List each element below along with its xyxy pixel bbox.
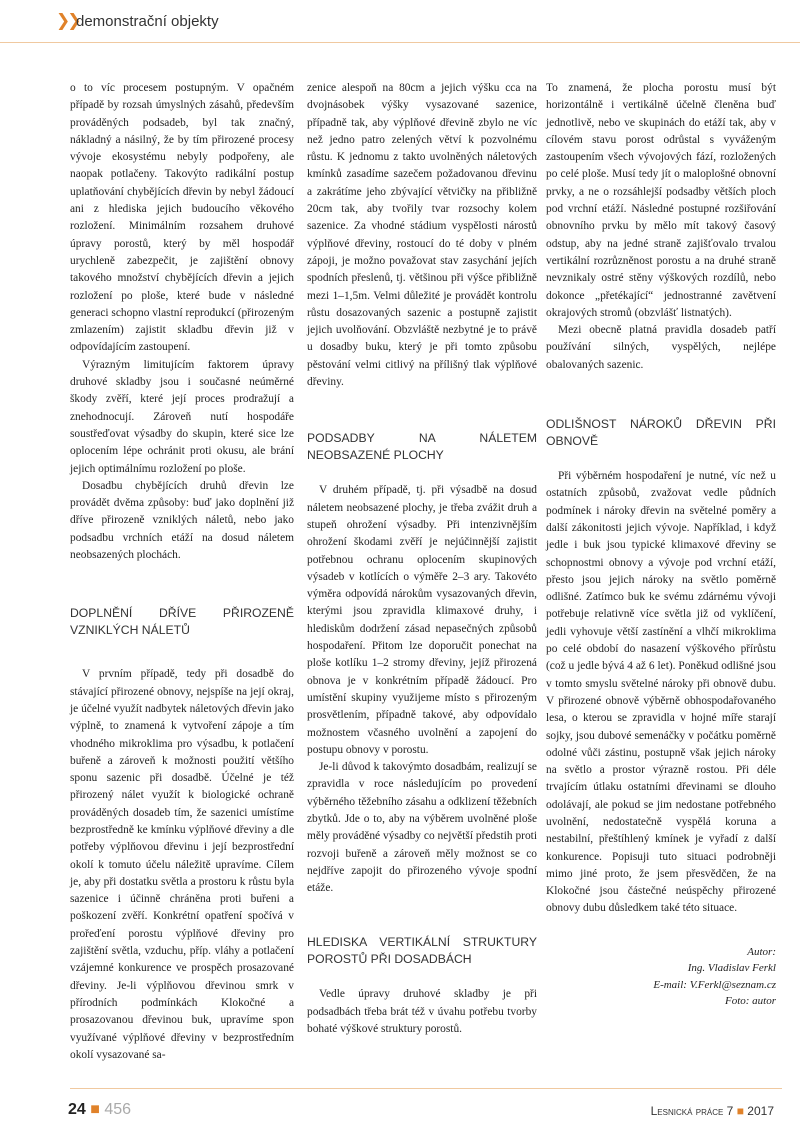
section-heading: HLEDISKA VERTIKÁLNÍ STRUKTURY POROSTŮ PŘI DOSADBÁCH bbox=[307, 935, 537, 967]
author-label: Autor: bbox=[747, 945, 776, 958]
journal-name: Lesnická práce bbox=[650, 1104, 724, 1118]
year: 2017 bbox=[747, 1104, 774, 1118]
paragraph: o to víc procesem postupným. V opačném případě by rozsah úmyslných zásahů, především prováděných podsadeb, byl tak značný, nákladný a násilný, že by tím přirozené procesy vývoje ekosystému nebyly podpořeny, ale naopak potlačeny. Takovýto radikální postup uplatňování chybějících dřevin by nebyl žádoucí ani z hlediska jejich budoucího věkového rozložení. Minimálním rozsahem druhové úpravy porostů, který by měl hospodář urychleně zabezpečit, je zajištění obnovy takového množství chybějících dřevin a jejich rozložení po ploše, které bude v následné generaci schopno vlastní reprodukcí (přirozeným zmlazením) zajistit skladbu dřevin již v odpovídajícím zastoupení. bbox=[70, 82, 294, 354]
section-heading: PODSADBY NA NÁLETEM NEOBSAZENÉ PLOCHY bbox=[307, 431, 537, 463]
paragraph: Při výběrném hospodaření je nutné, víc než u ostatních způsobů, zvažovat vedle půdních podmínek i nároky dřevin na světelné poměry a další zákonitosti jejich vývoje. Například, i když jedle i buk jsou typické klimaxové dřeviny se schopnostmi obnovy a vývoje pod vrchní etáží, přesto jsou jejich nároky na světlo poměrně odlišné. Zatímco buk ke svému zdárnému vývoji potřebuje relativně více světla již od vyklíčení, jedli vyhovuje větší zastínění a vlhčí mikroklima po celé období do nasazení výškového přírůstu (což u jedle bývá 4 až 6 let). Poněkud odlišné jsou v tomto smyslu světelné nároky při obnově dubu. V přirozené obnově výběrně obhospodařovaného lesa, o kterou se zpravidla v hojné míře starají sojky, jsou dubové semenáčky v počátku poměrně odolné vůči zástinu, postupně však jejich nároky na světlo a prostor výrazně rostou. Při déle trvajícím útlaku ostatními dřevinami se dlouho odolávají, ale pokud se jim nedostane potřebného uvolnění, nedostatečně vyspělá koruna a nestabilní, přeštíhlený kmínek je vyřadí z další konkurence. Popisuji tuto situaci podrobněji mimo jiné proto, že jsem přesvědčen, že na Klokočné jsou částečné neúspěchy přirozené obnovy dubu důsledkem také této situace. bbox=[546, 470, 776, 915]
page-number-value: 24 bbox=[68, 1101, 86, 1118]
page-header bbox=[0, 0, 800, 48]
author-name: Ing. Vladislav Ferkl bbox=[687, 962, 776, 975]
column-2 bbox=[307, 80, 537, 1038]
footer-divider bbox=[70, 1088, 782, 1089]
section-heading: DOPLNĚNÍ DŘÍVE PŘIROZENĚ VZNIKLÝCH NÁLETŮ bbox=[70, 606, 294, 638]
page-number bbox=[68, 1101, 131, 1119]
paragraph: Výrazným limitujícím faktorem úpravy druhové skladby jsou i současné neúměrné škody zvěří, které její proces prodražují a znehodnocují. Zároveň nutí hospodáře soustřeďovat výsadby do skupin, které sice lze oplocením lépe ochránit proti okusu, ale brání jejich optimálnímu rozložení po ploše. bbox=[70, 358, 294, 475]
paragraph: Vedle úpravy druhové skladby je při podsadbách třeba brát též v úvahu potřebu tvorby bohaté výškové struktury porostů. bbox=[307, 988, 537, 1036]
paragraph: Mezi obecně platná pravidla dosadeb patří používání silných, vyspělých, nejlépe obalovaných sazenic. bbox=[546, 324, 776, 371]
column-3 bbox=[546, 80, 776, 1010]
paragraph: zenice alespoň na 80cm a jejich výšku cca na dvojnásobek výšky vysazované sazenice, případně tak, aby výplňové dřevině zbylo ne víc než jedno patro zelených větví k pozvolnému růstu. K jednomu z takto uvolněných náletových kmínků zasadíme sazečem požadovanou dřevinu a zakrátíme jeho zbývající větvičky na přibližně 20cm tak, aby tvořily tvar rozsochy kolem sazenice. Za vhodné stádium vyspělosti nárostů výplňové dřeviny, rostoucí do té doby v plném zápoji, je možno považovat stav zasychání jejích spodních přeslenů, tj. většinou při výšce přibližně mezi 1–1,5m. Velmi důležité je provádět kontrolu růstu dosazovaných sazenic a postupně zajistit jejich uvolňování. Obzvláště nezbytné je to právě u dosadby buku, který je při tomto způsobu pěstování velmi citlivý na přílišný tlak výplňové dřeviny. bbox=[307, 82, 537, 389]
paragraph: Dosadbu chybějících druhů dřevin lze provádět dvěma způsoby: buď jako doplnění již dříve přirozeně vzniklých náletů, nebo jako podsadbu vrchních etáží na dosud náletem neobsazených plochách. bbox=[70, 479, 294, 562]
issue-number: 7 bbox=[726, 1104, 734, 1118]
square-bullet-icon: ■ bbox=[736, 1104, 744, 1118]
page-total: 456 bbox=[104, 1101, 132, 1118]
paragraph: V druhém případě, tj. při výsadbě na dosud náletem neobsazené plochy, je třeba zvážit druh a stupeň ohrožení výsadby. Při intenzivnějším ohrožení škodami zvěří je nejúčinnější zajistit potřebnou ochranu oplocením skupinových výsadeb v kotlících o výměře 2–3 ary. Takovéto výměra odpovídá nárokům vysazovaných dřevin, kterými jsou zpravidla klimaxové druhy, i hlediskům dodržení zásad nepasečných způsobů hospodaření. Přitom lze doporučit ponechat na ploše kotlíku 1–2 stromy dřeviny, jejíž přirozená obnova je v konkrétním případě žádoucí. Pro umístění skupiny využijeme místo s přirozeným prosvětlením, případně takové, aby odpovídalo možnostem včasného uvolnění a zapojení do postupu obnovy v porostu. bbox=[307, 484, 537, 756]
column-1 bbox=[70, 80, 294, 1064]
paragraph: V prvním případě, tedy při dosadbě do stávající přirozené obnovy, nejspíše na její okraj, je účelné využít nadbytek náletových dřevin jako výplně, to znamená k vytvoření zápoje a tím vhodného mikroklima pro výsadbu, k potlačení buřeně a zároveň k možnosti použití většího sponu sazenic při dosadbě. Účelné je též přirozený nálet využít k biologické ochraně prováděných dosadeb tím, že sazenici umístíme bezprostředně ke kmínku výplňové dřeviny a dle potřeby výplňovou dřevinu i její bezprostřední okolí k tomuto účelu náležitě upravíme. Cílem je, aby při dostatku světla a prostoru k růstu byla sazenice i účinně chráněna proti buřeni a poškození zvěří. Konkrétní opatření spočívá v prořeďení porostu výplňové dřeviny pro zajištění světla, vzduchu, příp. vláhy a potlačení vzájemné konkurence ve prospěch prosazované dřeviny. Je-li výplňovou dřevinou smrk v přírodních podmínkách Klokočné a prosazovanou dřevinou buk, upravíme spon využívané výplňové dřeviny v bezprostředním okolí vysazované sa- bbox=[70, 668, 294, 1061]
paragraph: Je-li důvod k takovýmto dosadbám, realizují se zpravidla v roce následujícím po provedení výběrného těžebního zásahu a odklizení těžebních zbytků. Jde o to, aby na výběrem uvolněné ploše měly prováděné výsadby co největší předstih proti rozvoji buřeně a zároveň měly možnost se co nejdříve zapojit do přirozeného vývoje spodní etáže. bbox=[307, 761, 537, 895]
square-bullet-icon: ■ bbox=[90, 1101, 100, 1118]
author-block bbox=[546, 944, 776, 1010]
chevron-right-icon: ❯❯ bbox=[56, 11, 79, 31]
paragraph: To znamená, že plocha porostu musí být horizontálně i vertikálně účelně členěna buď jednotlivě, nebo ve skupinách do etáží tak, aby v cílovém stavu porost odrůstal s vyváženým zastoupením všech vývojových fází, rozložených po celé ploše. Musí tedy jít o maloplošné obnovní prvky, a ne o rozsáhlejší podsadby větších ploch pod vrchní etáží. Následné postupné rozšiřování obnovního prvku by mělo mít takový časový odstup, aby na jedné straně zajišťovalo trvalou vertikální rozrůzněnost porostu a na druhé straně nevznikaly ostré stěny výškových rozdílů, nebo dokonce „přetékající“ jednostranné zavětvení okrajových stromů (obzvlášť listnatých). bbox=[546, 82, 776, 319]
section-label: demonstrační objekty bbox=[76, 13, 219, 30]
journal-footer bbox=[651, 1104, 774, 1118]
section-heading: ODLIŠNOST NÁROKŮ DŘEVIN PŘI OBNOVĚ bbox=[546, 417, 776, 449]
photo-credit: Foto: autor bbox=[724, 995, 776, 1008]
header-divider bbox=[0, 42, 800, 43]
author-email: E-mail: V.Ferkl@seznam.cz bbox=[653, 978, 776, 991]
